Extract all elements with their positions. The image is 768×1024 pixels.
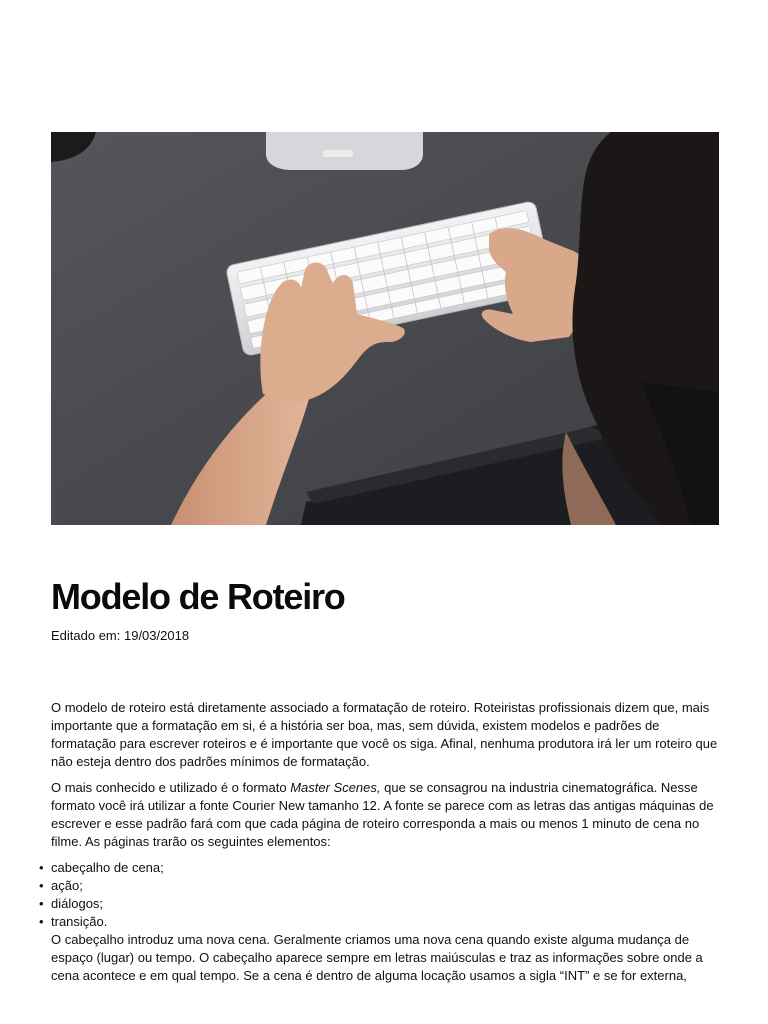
- article-body: [51, 699, 721, 993]
- paragraph-format: [51, 779, 721, 851]
- master-scenes-term: Master Scenes,: [290, 780, 381, 795]
- list-item: • transição.: [51, 913, 721, 931]
- paragraph-format-end: que se consagrou na industria cinematográfica. Nesse formato você irá utilizar a fonte Courier New tamanho 12. A fonte se parece com as letras das antigas máquinas de escrever e esse padrão fará com que cada página de roteiro corresponda a mais ou menos 1 minuto de cena no filme. As páginas trarão os seguintes elementos:: [51, 780, 714, 849]
- hero-image: [51, 132, 719, 525]
- edited-date: Editado em: 19/03/2018: [51, 628, 190, 643]
- paragraph-format-start: O mais conhecido e utilizado é o formato: [51, 780, 291, 795]
- elements-list: [51, 859, 721, 931]
- hero-photo: [51, 132, 719, 525]
- paragraph-intro: O modelo de roteiro está diretamente associado a formatação de roteiro. Roteiristas profissionais dizem que, mais importante que a formatação em si, é a história ser boa, mas, sem dúvida, existem modelos e padrões de formatação para escrever roteiros e é importante que você os siga. Afinal, nenhuma produtora irá ler um roteiro que não esteja dentro dos padrões mínimos de formatação.: [51, 700, 718, 769]
- list-item: • cabeçalho de cena;: [51, 859, 721, 877]
- paragraph-header: O cabeçalho introduz uma nova cena. Geralmente criamos uma nova cena quando existe alguma mudança de espaço (lugar) ou tempo. O cabeçalho aparece sempre em letras maiúsculas e traz as informações sobre onde a cena acontece e em qual tempo. Se a cena é dentro de alguma locação usamos a sigla “INT” e se for externa,: [51, 932, 703, 983]
- page-title: Modelo de Roteiro: [51, 576, 345, 617]
- list-item: • ação;: [51, 877, 721, 895]
- list-item: • diálogos;: [51, 895, 721, 913]
